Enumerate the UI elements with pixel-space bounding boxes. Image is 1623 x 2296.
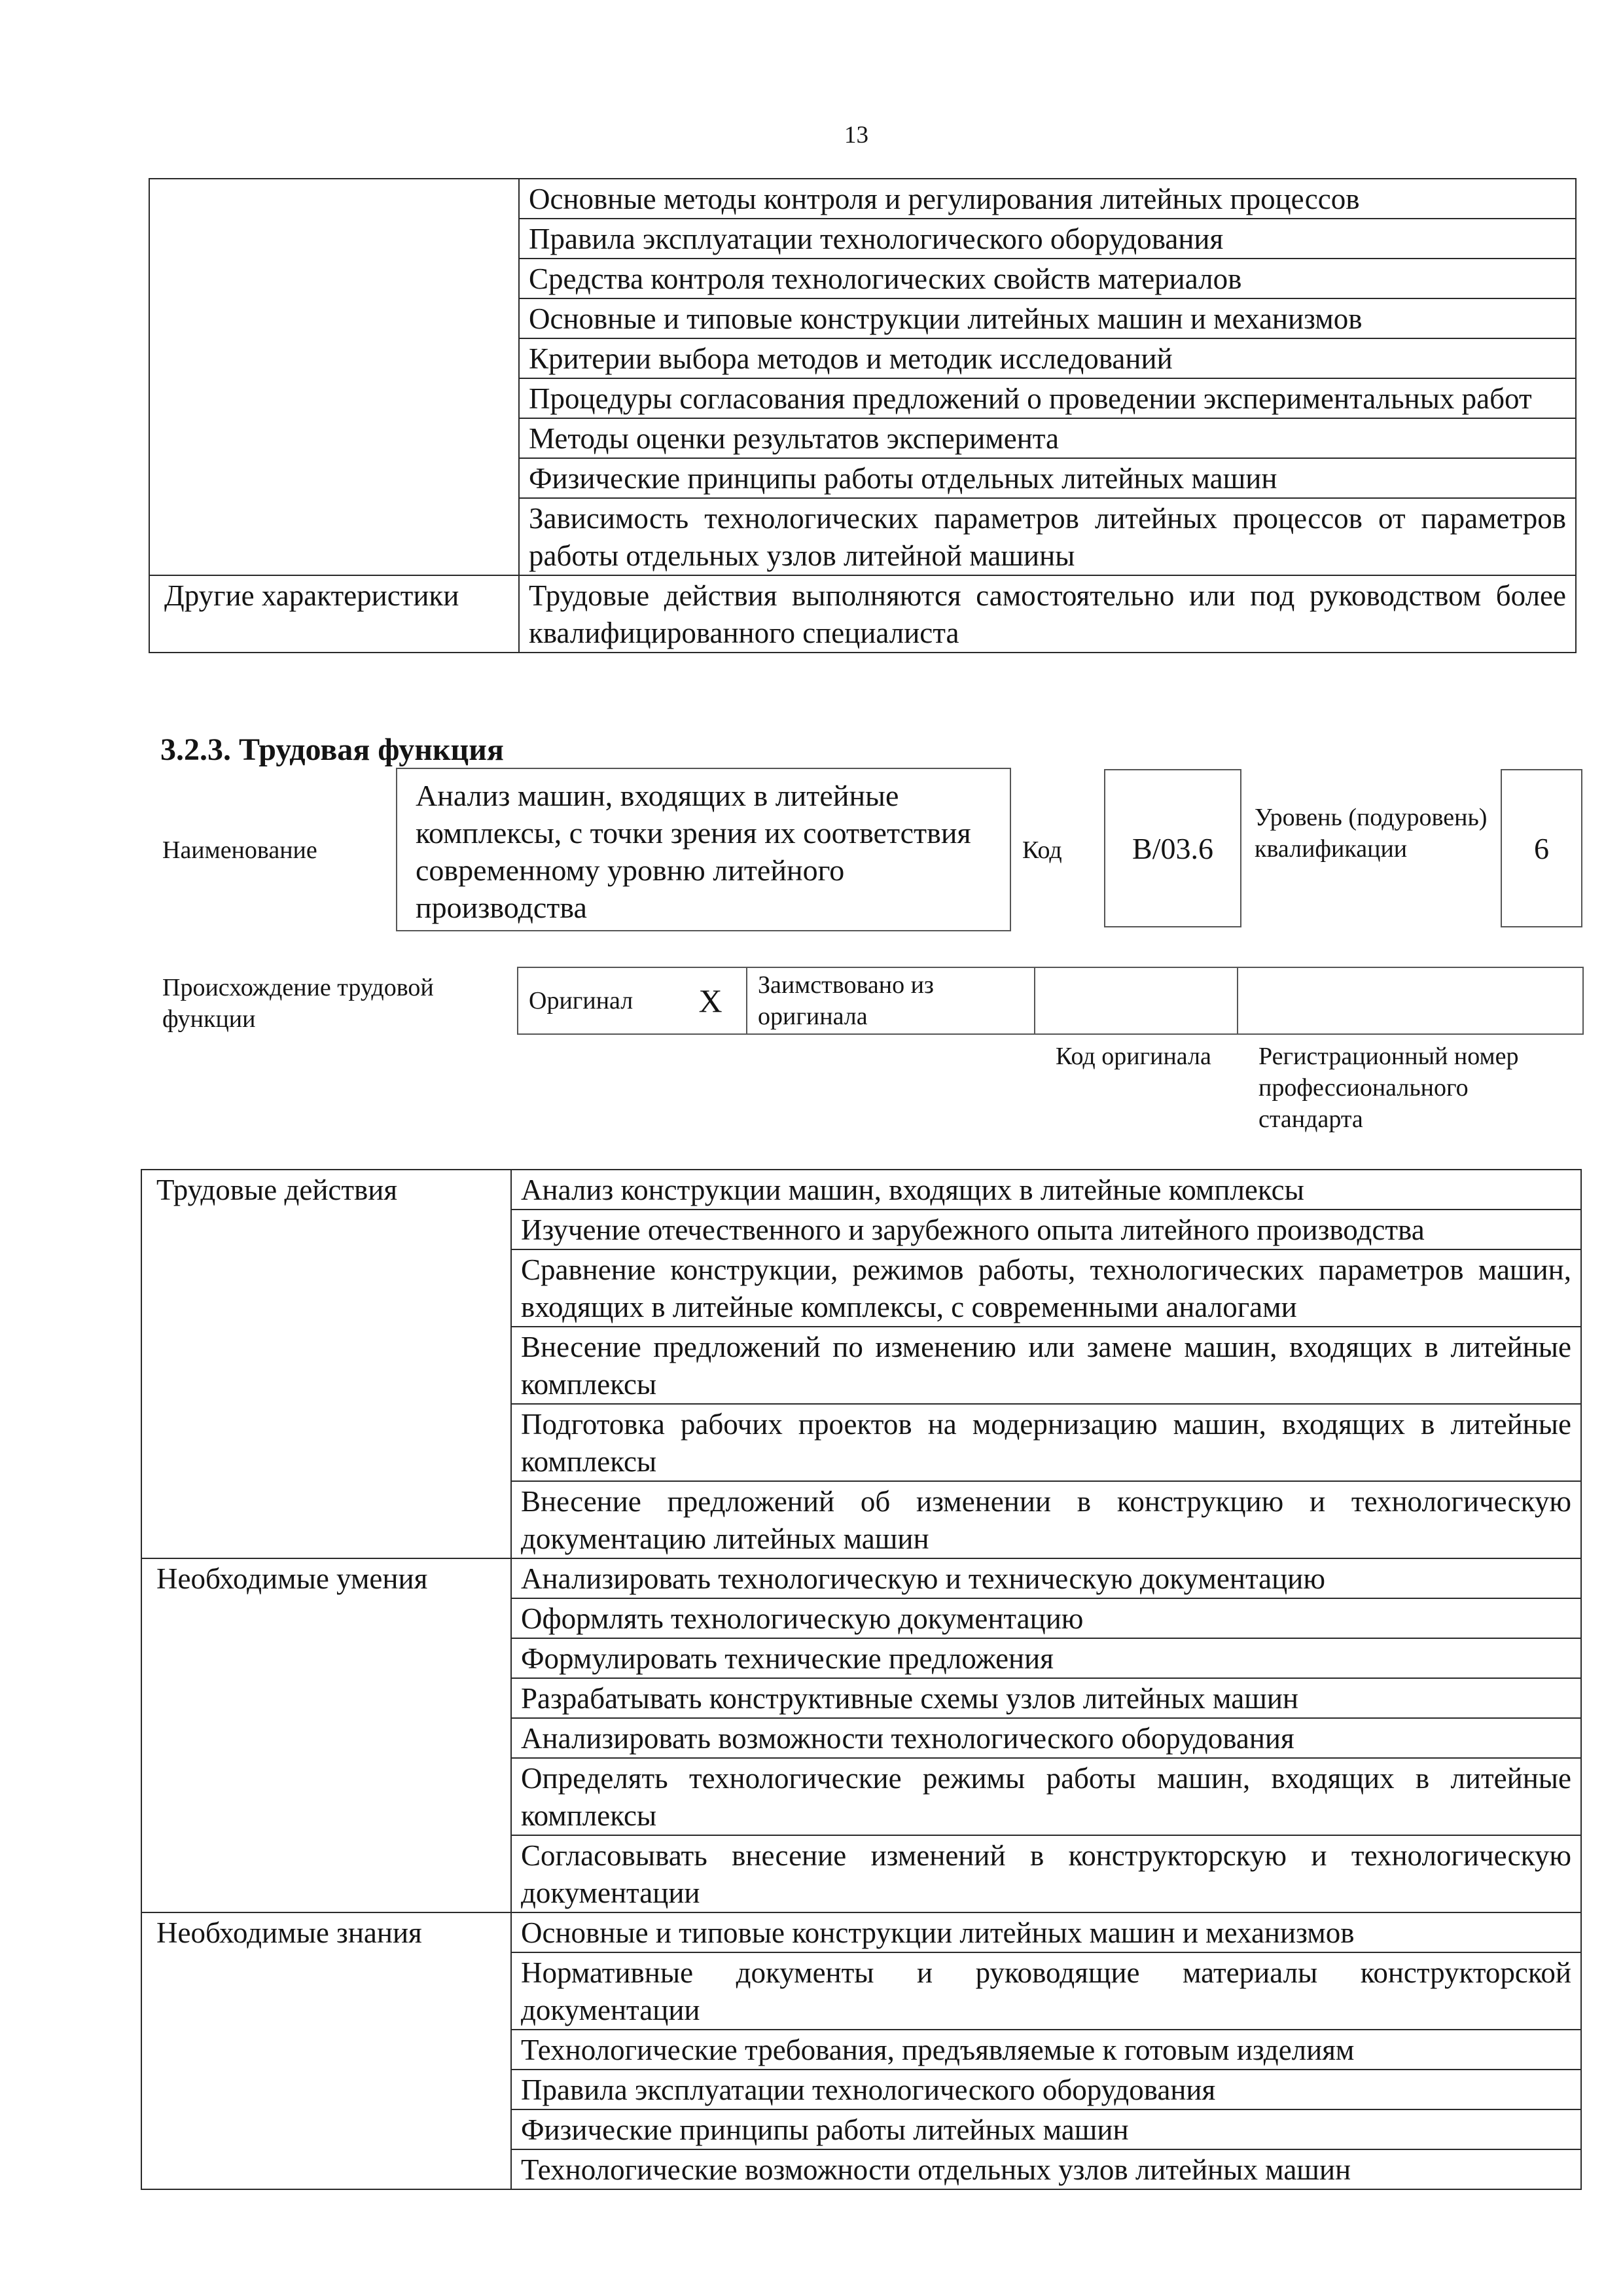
borrowed-label: Заимствовано из оригинала [747,967,1035,1034]
function-name-value: Анализ машин, входящих в литейные комплексы, с точки зрения их соответствия современному уровню литейного производства [396,768,1011,931]
row-item: Оформлять технологическую документацию [511,1598,1581,1638]
reg-number-cell [1238,967,1583,1034]
code-original-cell [1035,967,1238,1034]
origin-label: Происхождение трудовой функции [162,974,434,1033]
function-details-table [141,1169,1582,2190]
code-value: B/03.6 [1104,769,1241,927]
row-item: Физические принципы работы отдельных литейных машин [519,458,1576,498]
row-item: Основные и типовые конструкции литейных машин и механизмов [511,1912,1581,1952]
row-item: Формулировать технические предложения [511,1638,1581,1678]
row-item: Критерии выбора методов и методик исследований [519,338,1576,378]
page-number: 13 [844,122,868,149]
row-label: Другие характеристики [149,575,519,653]
row-item: Анализировать технологическую и техническую документацию [511,1558,1581,1598]
row-item: Внесение предложений по изменению или замене машин, входящих в литейные комплексы [511,1327,1581,1404]
row-item: Сравнение конструкции, режимов работы, технологических параметров машин, входящих в литейные комплексы, с современными аналогами [511,1249,1581,1327]
table-row [141,1912,1581,1952]
row-item: Физические принципы работы литейных машин [511,2109,1581,2149]
original-label: Оригинал [518,967,675,1034]
row-label: Необходимые знания [141,1912,511,2189]
code-label: Код [1022,836,1062,864]
top-characteristics-table [149,178,1577,653]
row-item: Технологические требования, предъявляемые к готовым изделиям [511,2030,1581,2070]
row-item: Изучение отечественного и зарубежного опыта литейного производства [511,1210,1581,1249]
row-item: Зависимость технологических параметров литейных процессов от параметров работы отдельных узлов литейной машины [519,498,1576,575]
row-item: Внесение предложений об изменении в конструкцию и технологическую документацию литейных машин [511,1481,1581,1558]
row-item: Основные методы контроля и регулирования литейных процессов [519,179,1576,219]
row-item: Основные и типовые конструкции литейных машин и механизмов [519,298,1576,338]
row-item: Анализировать возможности технологического оборудования [511,1718,1581,1758]
row-item: Процедуры согласования предложений о проведении экспериментальных работ [519,378,1576,418]
row-item: Подготовка рабочих проектов на модернизацию машин, входящих в литейные комплексы [511,1404,1581,1481]
code-original-label: Код оригинала [1056,1043,1211,1070]
origin-table [517,967,1584,1035]
row-item: Согласовывать внесение изменений в конструкторскую и технологическую документации [511,1835,1581,1912]
table-row [141,1170,1581,1210]
row-item: Методы оценки результатов эксперимента [519,418,1576,458]
row-item: Технологические возможности отдельных узлов литейных машин [511,2149,1581,2189]
row-label: Трудовые действия [141,1170,511,1558]
name-label: Наименование [162,836,317,864]
row-label [149,179,519,575]
level-value: 6 [1501,769,1582,927]
level-label: Уровень (подуровень) квалификации [1255,804,1488,863]
table-row [149,575,1576,653]
original-mark: X [675,967,747,1034]
row-item: Нормативные документы и руководящие материалы конструкторской документации [511,1952,1581,2030]
section-title: 3.2.3. Трудовая функция [160,732,504,767]
row-label: Необходимые умения [141,1558,511,1912]
row-item: Разрабатывать конструктивные схемы узлов литейных машин [511,1678,1581,1718]
row-item: Правила эксплуатации технологического оборудования [511,2070,1581,2109]
row-item: Определять технологические режимы работы машин, входящих в литейные комплексы [511,1758,1581,1835]
table-row [149,179,1576,219]
row-item: Анализ конструкции машин, входящих в литейные комплексы [511,1170,1581,1210]
reg-number-label: Регистрационный номер профессионального стандарта [1258,1043,1519,1133]
row-item: Трудовые действия выполняются самостоятельно или под руководством более квалифицированного специалиста [519,575,1576,653]
row-item: Средства контроля технологических свойств материалов [519,259,1576,298]
table-row [141,1558,1581,1598]
row-item: Правила эксплуатации технологического оборудования [519,219,1576,259]
